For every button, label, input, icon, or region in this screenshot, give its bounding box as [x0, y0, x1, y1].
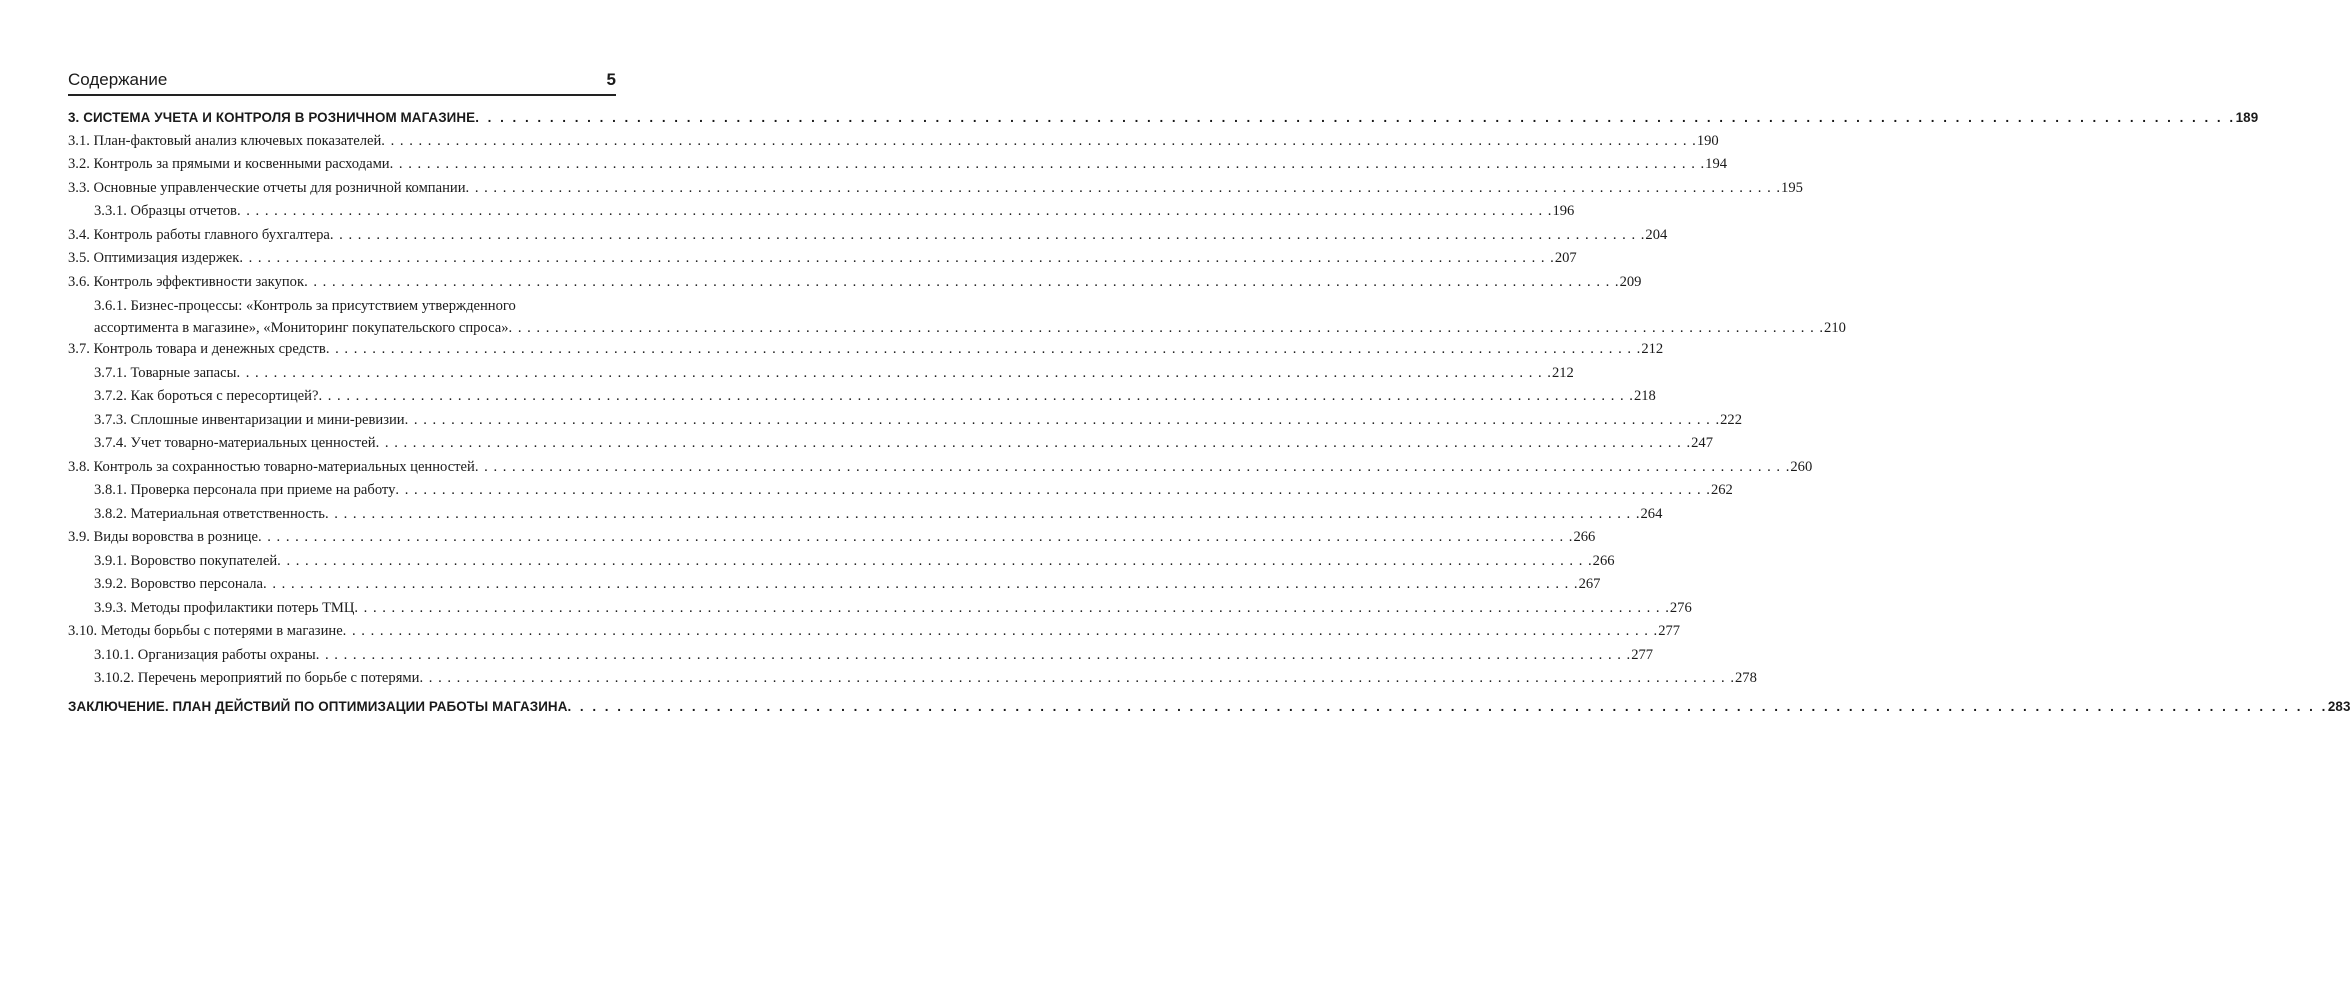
toc-entry-label: 3.9.2. Воровство персонала	[94, 576, 264, 592]
toc-section-entry	[68, 338, 1664, 362]
toc-entry-label: 3.9.1. Воровство покупателей	[94, 552, 278, 569]
toc-leader-dots	[263, 573, 1579, 597]
toc-entry-page: 212	[1641, 341, 1664, 357]
toc-section-entry	[68, 130, 1719, 154]
toc-section-entry	[68, 620, 1681, 644]
toc-leader-dots	[316, 644, 1632, 668]
toc-entry-label: 3.4. Контроль работы главного бухгалтера	[68, 226, 330, 243]
toc-section-entry	[68, 271, 1642, 295]
toc-entry-label: 3.7. Контроль товара и денежных средств	[68, 341, 326, 357]
toc-entry-page: 262	[1710, 482, 1733, 498]
toc-subsection-entry	[68, 597, 1692, 621]
toc-leader-dots	[304, 271, 1620, 295]
toc-leader-dots	[395, 479, 1711, 503]
toc-entry-label: 3.5. Оптимизация издержек	[68, 250, 240, 266]
toc-subsection-entry	[68, 573, 1601, 597]
toc-entry-page: 260	[1790, 458, 1813, 475]
toc-subsection-entry	[68, 503, 1663, 527]
toc-leader-dots	[325, 503, 1641, 527]
toc-subsection-entry	[68, 550, 1615, 574]
toc-leader-dots	[509, 318, 1825, 338]
toc-entry-page: 218	[1633, 388, 1656, 404]
toc-entry-page: 195	[1781, 179, 1803, 196]
toc-entry-page: 264	[1640, 505, 1663, 522]
toc-entry-page: 266	[1592, 552, 1615, 569]
toc-leader-dots	[239, 247, 1555, 271]
toc-leader-dots	[237, 200, 1553, 224]
toc-entry-page: 204	[1645, 226, 1668, 243]
toc-section-entry	[68, 177, 1803, 201]
toc-subsection-entry	[68, 479, 1733, 503]
toc-entry-page: 189	[2235, 110, 2259, 125]
toc-entry-label: 3.7.2. Как бороться с пересортицей?	[94, 388, 319, 404]
toc-subsection-entry	[68, 200, 1575, 224]
toc-leader-dots	[405, 409, 1721, 433]
toc-leader-dots	[326, 338, 1642, 362]
toc-leader-dots	[419, 667, 1735, 691]
toc-leader-dots	[567, 695, 2327, 719]
page-number: 5	[606, 70, 616, 89]
toc-entry-page: 276	[1669, 599, 1692, 616]
toc-entry-page: 222	[1720, 411, 1743, 428]
toc-subsection-entry	[68, 644, 1654, 668]
toc-section-entry	[68, 456, 1813, 480]
toc-entry-page: 278	[1734, 670, 1757, 686]
toc-leader-dots	[318, 385, 1634, 409]
toc-section-entry	[68, 224, 1668, 248]
toc-entry-page: 277	[1658, 623, 1681, 639]
toc-entry-label: 3.9. Виды воровства в рознице	[68, 529, 258, 545]
toc-subsection-entry	[68, 432, 1713, 456]
toc-entry-page: 207	[1554, 250, 1577, 266]
toc-leader-dots	[390, 153, 1706, 177]
toc-entry-page: 194	[1705, 156, 1728, 172]
toc-leader-dots	[376, 432, 1692, 456]
toc-entry-label: 3.8.1. Проверка персонала при приеме на работу	[94, 482, 396, 498]
toc-leader-dots	[475, 456, 1791, 480]
toc-entry-label: 3.10.1. Организация работы охраны	[94, 646, 316, 663]
toc-entry-page: 196	[1552, 203, 1575, 219]
toc-entry-label: 3.9.3. Методы профилактики потерь ТМЦ	[94, 599, 355, 616]
toc-section-entry	[68, 153, 1728, 177]
toc-entry-label: 3.7.4. Учет товарно-материальных ценностей	[94, 435, 376, 451]
toc-entry-page: 212	[1551, 364, 1574, 381]
toc-chapter-entry	[68, 695, 2351, 719]
toc-entry-label-line1: 3.6.1. Бизнес-процессы: «Контроль за присутствием утвержденного	[94, 298, 516, 314]
toc-entry-page: 247	[1691, 435, 1713, 451]
toc-leader-dots	[466, 177, 1782, 201]
toc-section-entry	[68, 526, 1596, 550]
toc-entry-label: 3.7.3. Сплошные инвентаризации и мини-ревизии	[94, 411, 405, 428]
toc-subsection-entry	[68, 409, 1743, 433]
toc-leader-dots	[354, 597, 1670, 621]
toc-subsection-entry	[68, 667, 1757, 691]
toc-entry-label: 3.8. Контроль за сохранностью товарно-материальных ценностей	[68, 458, 475, 475]
toc-subsection-entry	[68, 385, 1656, 409]
toc-entry-label: 3.6. Контроль эффективности закупок	[68, 273, 305, 290]
toc-entry-label: 3. СИСТЕМА УЧЕТА И КОНТРОЛЯ В РОЗНИЧНОМ МАГАЗИНЕ	[68, 110, 476, 125]
toc-entry-label: 3.1. План-фактовый анализ ключевых показателей	[68, 132, 382, 149]
toc-entry-label: 3.2. Контроль за прямыми и косвенными расходами	[68, 156, 390, 172]
toc-entry-page: 266	[1573, 529, 1596, 545]
toc-entry-label-line2: ассортимента в магазине», «Мониторинг покупательского спроса»	[94, 320, 509, 336]
toc-leader-dots	[236, 362, 1552, 386]
toc-entry-label: 3.8.2. Материальная ответственность	[94, 505, 325, 522]
toc-leader-dots	[330, 224, 1646, 248]
toc-subsection-entry	[68, 294, 1846, 338]
toc-leader-dots	[258, 526, 1574, 550]
toc-entry-page: 283	[2327, 698, 2351, 714]
toc-entry-label: 3.7.1. Товарные запасы	[94, 364, 237, 381]
running-head	[68, 62, 616, 90]
toc-entry-label: 3.10.2. Перечень мероприятий по борьбе с потерями	[94, 670, 420, 686]
toc-entry-page: 267	[1578, 576, 1601, 592]
running-head-title: Содержание	[68, 70, 168, 89]
toc-chapter-entry	[68, 106, 2259, 130]
toc-leader-dots	[475, 106, 2235, 130]
header-rule	[68, 94, 616, 96]
toc-entry-line2	[94, 316, 1846, 338]
toc-entry-page: 209	[1619, 273, 1642, 290]
toc-entry-label: ЗАКЛЮЧЕНИЕ. ПЛАН ДЕЙСТВИЙ ПО ОПТИМИЗАЦИИ РАБОТЫ МАГАЗИНА	[68, 698, 568, 714]
toc-entry-label: 3.3. Основные управленческие отчеты для розничной компании	[68, 179, 466, 196]
toc-entry-page: 210	[1824, 320, 1846, 336]
table-of-contents	[68, 106, 2351, 718]
toc-subsection-entry	[68, 362, 1574, 386]
toc-entry-page: 190	[1696, 132, 1719, 149]
toc-entry-page: 277	[1631, 646, 1654, 663]
toc-leader-dots	[381, 130, 1697, 154]
toc-entry-label: 3.3.1. Образцы отчетов	[94, 203, 237, 219]
toc-section-entry	[68, 247, 1577, 271]
toc-entry-label: 3.10. Методы борьбы с потерями в магазине	[68, 623, 343, 639]
toc-leader-dots	[277, 550, 1593, 574]
toc-leader-dots	[343, 620, 1659, 644]
